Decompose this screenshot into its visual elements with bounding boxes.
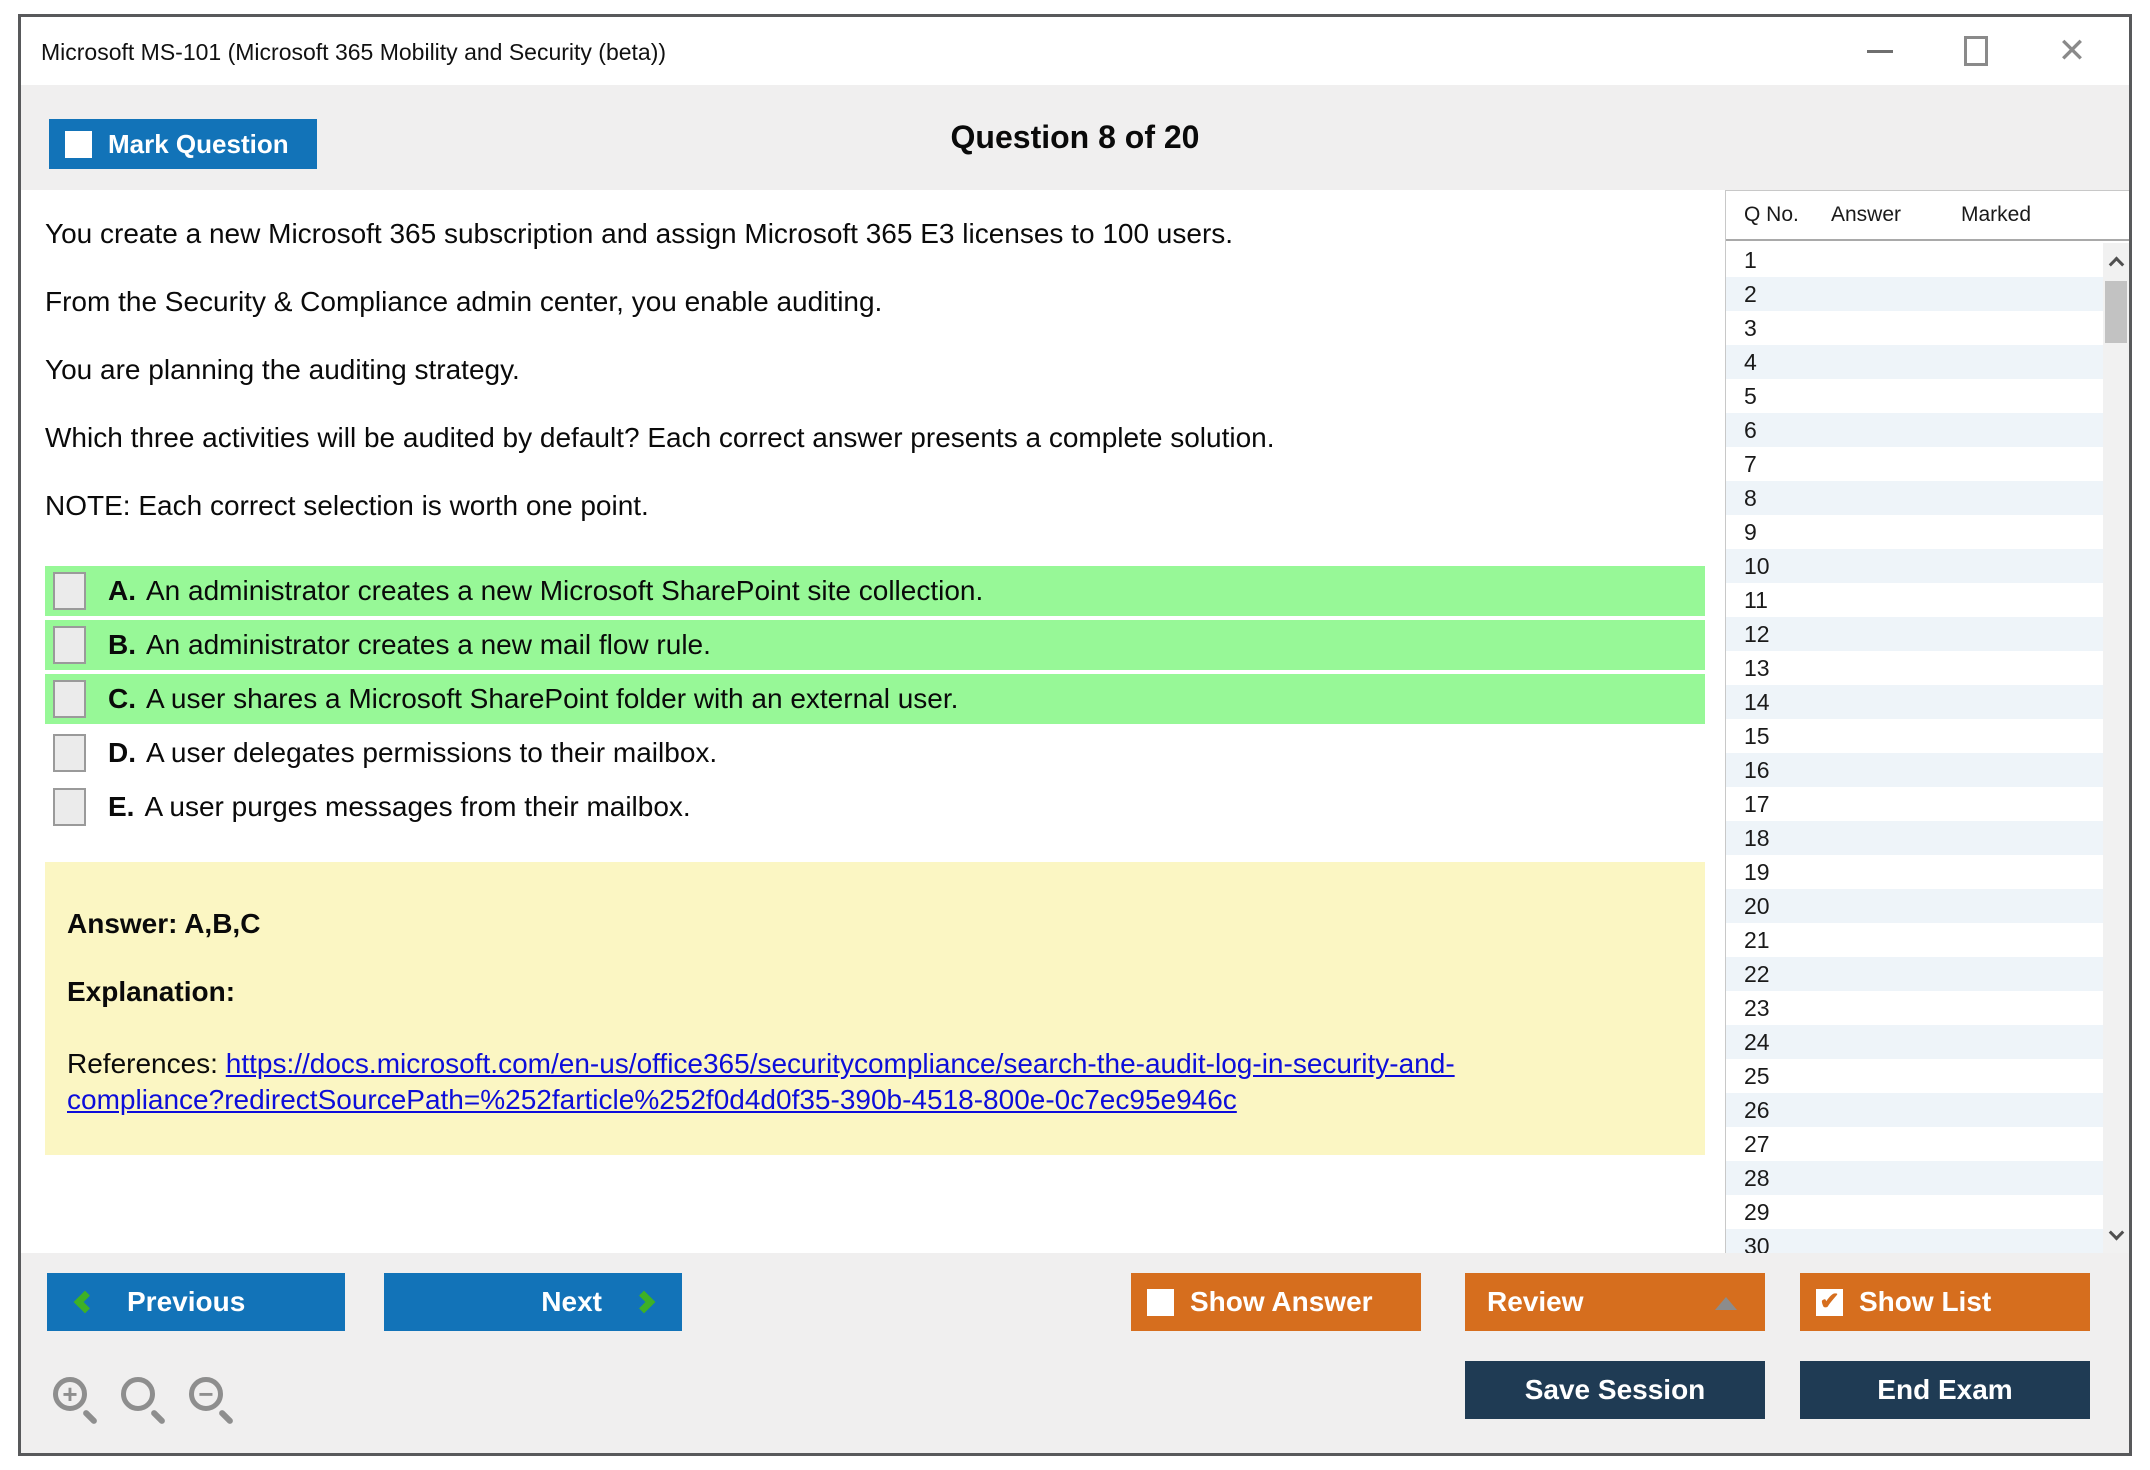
option-text: An administrator creates a new mail flow rule. xyxy=(146,629,711,660)
question-list-row[interactable] xyxy=(1726,277,2103,311)
question-number: 28 xyxy=(1744,1164,1770,1191)
question-list-row[interactable] xyxy=(1726,651,2103,685)
options-list xyxy=(21,566,1725,832)
question-paragraph: Which three activities will be audited by default? Each correct answer presents a complete solution. xyxy=(45,422,1275,453)
question-list-row[interactable] xyxy=(1726,1093,2103,1127)
lens-shape xyxy=(121,1377,155,1411)
question-number: 7 xyxy=(1744,450,1757,477)
question-list-row[interactable] xyxy=(1726,923,2103,957)
option-text: An administrator creates a new Microsoft SharePoint site collection. xyxy=(146,575,984,606)
question-list-row[interactable] xyxy=(1726,787,2103,821)
scroll-up-button[interactable] xyxy=(2103,243,2129,279)
question-number: 9 xyxy=(1744,518,1757,545)
option-text: A user purges messages from their mailbox. xyxy=(144,791,691,822)
triangle-up-icon xyxy=(1715,1297,1737,1310)
question-number: 17 xyxy=(1744,790,1770,817)
app-window xyxy=(18,14,2132,1456)
question-list-row[interactable] xyxy=(1726,1229,2103,1253)
check-icon: ✔ xyxy=(1819,1288,1840,1315)
question-number: 13 xyxy=(1744,654,1770,681)
question-list-row[interactable] xyxy=(1726,1059,2103,1093)
question-list-row[interactable] xyxy=(1726,1025,2103,1059)
question-number: 29 xyxy=(1744,1198,1770,1225)
option-letter: E. xyxy=(108,791,135,822)
column-answer: Answer xyxy=(1831,203,1902,226)
previous-button[interactable] xyxy=(47,1273,345,1331)
explanation-label: Explanation: xyxy=(67,976,236,1007)
option-letter: A. xyxy=(108,575,136,606)
question-number: 25 xyxy=(1744,1062,1770,1089)
question-number: 15 xyxy=(1744,722,1770,749)
question-list-row[interactable] xyxy=(1726,481,2103,515)
chevron-right-icon xyxy=(633,1291,656,1314)
question-list-scrollbar[interactable] xyxy=(2103,243,2129,1253)
option-b-checkbox[interactable] xyxy=(53,626,86,664)
references-line xyxy=(67,1046,1577,1118)
option-text: A user delegates permissions to their mailbox. xyxy=(146,737,718,768)
save-session-label: Save Session xyxy=(1524,1374,1706,1405)
option-row-c[interactable] xyxy=(45,674,1705,724)
question-number: 18 xyxy=(1744,824,1770,851)
question-number: 8 xyxy=(1744,484,1757,511)
question-number: 26 xyxy=(1744,1096,1770,1123)
show-answer-button[interactable] xyxy=(1131,1273,1421,1331)
question-list-row[interactable] xyxy=(1726,515,2103,549)
question-list-row[interactable] xyxy=(1726,685,2103,719)
zoom-out-icon[interactable] xyxy=(187,1375,237,1425)
handle-shape xyxy=(218,1409,234,1425)
zoom-controls xyxy=(51,1375,237,1425)
previous-label: Previous xyxy=(127,1286,246,1317)
question-number: 11 xyxy=(1744,586,1768,613)
window-title: Microsoft MS-101 (Microsoft 365 Mobility and Security (beta)) xyxy=(41,39,667,65)
question-number: 19 xyxy=(1744,858,1770,885)
option-letter: D. xyxy=(108,737,136,768)
option-row-d[interactable] xyxy=(45,728,1705,778)
question-number: 12 xyxy=(1744,620,1770,647)
question-number: 3 xyxy=(1744,314,1757,341)
question-number: 10 xyxy=(1744,552,1770,579)
question-number: 14 xyxy=(1744,688,1770,715)
option-letter: C. xyxy=(108,683,136,714)
review-button[interactable] xyxy=(1465,1273,1765,1331)
chevron-down-icon xyxy=(2108,1224,2124,1240)
question-list-panel xyxy=(1725,190,2129,1253)
question-list-row[interactable] xyxy=(1726,447,2103,481)
handle-shape xyxy=(82,1409,98,1425)
question-list-row[interactable] xyxy=(1726,855,2103,889)
question-number: 20 xyxy=(1744,892,1770,919)
question-list-row[interactable] xyxy=(1726,753,2103,787)
question-paragraph: You create a new Microsoft 365 subscription and assign Microsoft 365 E3 licenses to 100 users. xyxy=(45,218,1234,249)
option-text: A user shares a Microsoft SharePoint folder with an external user. xyxy=(146,683,959,714)
minimize-icon xyxy=(1867,50,1893,53)
question-list-row[interactable] xyxy=(1726,617,2103,651)
question-paragraph: NOTE: Each correct selection is worth one point. xyxy=(45,490,649,521)
question-number: 5 xyxy=(1744,382,1757,409)
option-letter: B. xyxy=(108,629,136,660)
minus-sign: − xyxy=(198,1378,214,1409)
question-list-row[interactable] xyxy=(1726,413,2103,447)
end-exam-button[interactable] xyxy=(1800,1361,2090,1419)
question-list xyxy=(1726,243,2103,1253)
option-row-e[interactable] xyxy=(45,782,1705,832)
question-counter: Question 8 of 20 xyxy=(950,119,1200,155)
option-a-checkbox[interactable] xyxy=(53,572,86,610)
question-paragraph: You are planning the auditing strategy. xyxy=(45,354,520,385)
question-list-row[interactable] xyxy=(1726,719,2103,753)
show-answer-checkbox[interactable] xyxy=(1147,1289,1174,1316)
end-exam-label: End Exam xyxy=(1877,1374,2013,1405)
option-d-checkbox[interactable] xyxy=(53,734,86,772)
question-number: 23 xyxy=(1744,994,1770,1021)
question-list-row[interactable] xyxy=(1726,889,2103,923)
next-button[interactable] xyxy=(384,1273,682,1331)
question-number: 21 xyxy=(1744,926,1770,953)
plus-sign: + xyxy=(62,1378,78,1409)
question-number: 16 xyxy=(1744,756,1770,783)
close-icon: ✕ xyxy=(2057,32,2087,70)
header-strip xyxy=(21,85,2129,190)
next-label: Next xyxy=(541,1286,602,1317)
question-number: 2 xyxy=(1744,280,1757,307)
question-list-header xyxy=(1726,191,2129,241)
question-list-row[interactable] xyxy=(1726,1127,2103,1161)
question-list-row[interactable] xyxy=(1726,311,2103,345)
question-list-row[interactable] xyxy=(1726,1161,2103,1195)
scrollbar-thumb[interactable] xyxy=(2105,281,2127,343)
column-marked: Marked xyxy=(1961,203,2032,226)
option-c-checkbox[interactable] xyxy=(53,680,86,718)
question-list-row[interactable] xyxy=(1726,1195,2103,1229)
question-area xyxy=(21,190,1725,1253)
question-list-row[interactable] xyxy=(1726,549,2103,583)
question-number: 27 xyxy=(1744,1130,1770,1157)
scroll-down-button[interactable] xyxy=(2103,1217,2129,1253)
footer-bar xyxy=(21,1253,2129,1453)
zoom-in-icon[interactable] xyxy=(51,1375,101,1425)
show-list-button[interactable] xyxy=(1800,1273,2090,1331)
close-button[interactable] xyxy=(2055,34,2089,68)
answer-explanation-box xyxy=(45,862,1705,1155)
mark-question-label: Mark Question xyxy=(108,128,289,159)
title-bar xyxy=(21,17,2129,85)
show-list-label: Show List xyxy=(1859,1286,1992,1317)
save-session-button[interactable] xyxy=(1465,1361,1765,1419)
option-e-checkbox[interactable] xyxy=(53,788,86,826)
option-row-a[interactable] xyxy=(45,566,1705,616)
question-list-row[interactable] xyxy=(1726,345,2103,379)
chevron-left-icon xyxy=(74,1291,97,1314)
zoom-reset-icon[interactable] xyxy=(119,1375,169,1425)
option-row-b[interactable] xyxy=(45,620,1705,670)
show-answer-label: Show Answer xyxy=(1190,1286,1373,1317)
question-number: 24 xyxy=(1744,1028,1770,1055)
review-label: Review xyxy=(1487,1286,1584,1317)
handle-shape xyxy=(150,1409,166,1425)
maximize-icon xyxy=(1964,36,1988,66)
question-list-row[interactable] xyxy=(1726,583,2103,617)
maximize-button[interactable] xyxy=(1959,34,1993,68)
question-list-row[interactable] xyxy=(1726,379,2103,413)
question-list-row[interactable] xyxy=(1726,821,2103,855)
question-list-row[interactable] xyxy=(1726,957,2103,991)
reference-link[interactable]: https://docs.microsoft.com/en-us/office365/securitycompliance/search-the-audit-log-in-security-and-compliance?redirectSourcePath=%252farticle%252f0d4d0f35-390b-4518-800e-0c7ec95e946c xyxy=(67,1048,1455,1115)
answer-label: Answer: A,B,C xyxy=(67,908,261,939)
show-list-checkbox[interactable] xyxy=(1816,1289,1843,1316)
references-label: References: xyxy=(67,1048,226,1079)
column-q-no: Q No. xyxy=(1744,203,1799,226)
question-list-row[interactable] xyxy=(1726,243,2103,277)
question-number: 6 xyxy=(1744,416,1757,443)
chevron-up-icon xyxy=(2108,256,2124,272)
minimize-button[interactable] xyxy=(1863,34,1897,68)
question-number: 30 xyxy=(1744,1232,1770,1253)
question-list-row[interactable] xyxy=(1726,991,2103,1025)
question-paragraph: From the Security & Compliance admin center, you enable auditing. xyxy=(45,286,883,317)
question-number: 1 xyxy=(1744,246,1757,273)
question-number: 4 xyxy=(1744,348,1757,375)
main-content xyxy=(21,190,2129,1253)
question-number: 22 xyxy=(1744,960,1770,987)
window-controls xyxy=(1863,17,2089,85)
